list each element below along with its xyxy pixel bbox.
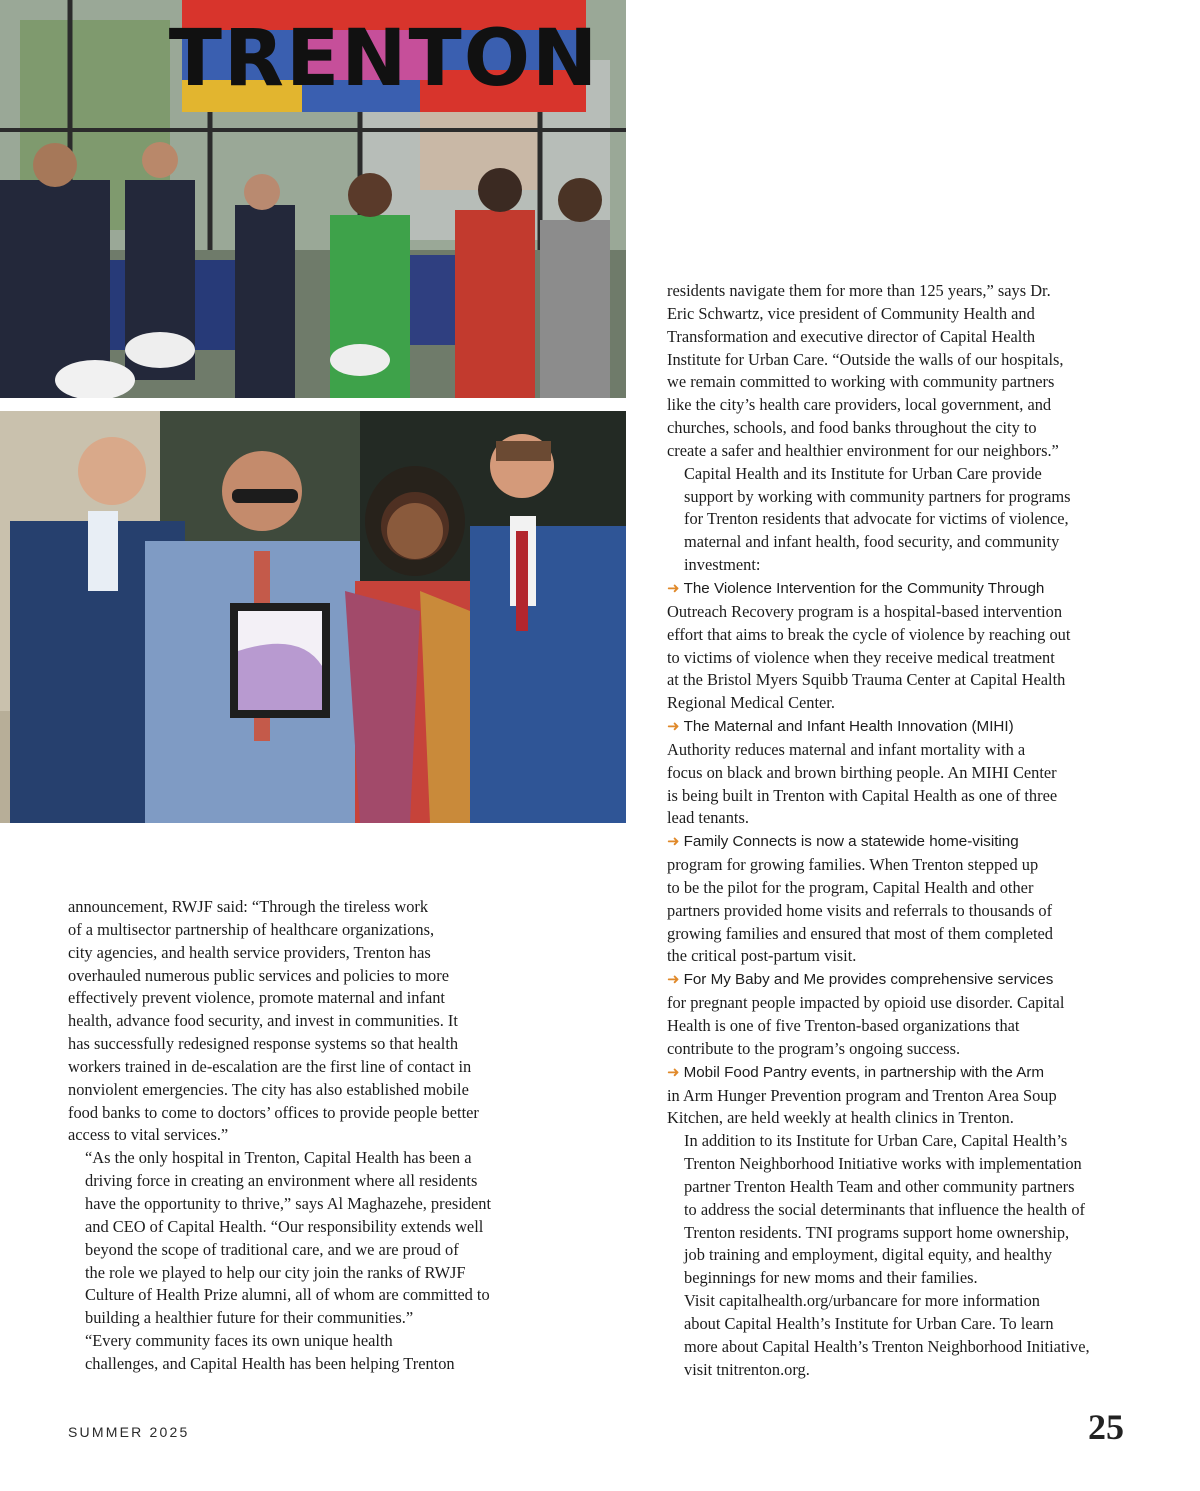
text-line: Eric Schwartz, vice president of Community Health and (667, 303, 1035, 323)
text-line: workers trained in de-escalation are the first line of contact in (68, 1056, 472, 1076)
program-bullet (667, 830, 1129, 968)
text-line: of a multisector partnership of healthcare organizations, (68, 919, 435, 939)
text-line: city agencies, and health service providers, Trenton has (68, 942, 431, 962)
text-line: overhauled numerous public services and policies to more (68, 965, 449, 985)
text-line: “Every community faces its own unique health (85, 1331, 393, 1351)
text-line: the role we played to help our city join the ranks of RWJF (85, 1262, 466, 1282)
text-line: In addition to its Institute for Urban Care, Capital Health’s (684, 1131, 1068, 1151)
text-line: visit tnitrenton.org. (684, 1359, 810, 1379)
text-line: support by working with community partners for programs (684, 486, 1071, 506)
text-line: challenges, and Capital Health has been helping Trenton (85, 1353, 455, 1373)
text-line: to address the social determinants that influence the health of (684, 1199, 1085, 1219)
text-line: Authority reduces maternal and infant mortality with a (667, 739, 1026, 759)
text-line: partners provided home visits and referrals to thousands of (667, 900, 1053, 920)
text-line: we remain committed to working with community partners (667, 372, 1055, 392)
text-line: has successfully redesigned response systems so that health (68, 1034, 459, 1054)
text-line: Kitchen, are held weekly at health clinics in Trenton. (667, 1108, 1014, 1128)
text-line: “As the only hospital in Trenton, Capital Health has been a (85, 1148, 472, 1168)
bullet-first-line (667, 1061, 1129, 1085)
text-line: in Arm Hunger Prevention program and Trenton Area Soup (667, 1085, 1057, 1105)
bullet-first-line (667, 577, 1129, 601)
text-line: to be the pilot for the program, Capital Health and other (667, 877, 1034, 897)
left-article-column (68, 896, 532, 1376)
program-bullet (667, 968, 1129, 1060)
award-group-photo (0, 411, 626, 823)
bullet-first-line (667, 715, 1129, 739)
article-paragraph (667, 1130, 1129, 1290)
arrow-right-icon: ➜ (667, 578, 680, 597)
issue-label: SUMMER 2025 (68, 1424, 190, 1440)
text-line: focus on black and brown birthing people. An MIHI Center (667, 762, 1057, 782)
text-line: investment: (684, 555, 761, 575)
text-line: residents navigate them for more than 125 years,” says Dr. (667, 281, 1051, 300)
bullet-lead-text: The Maternal and Infant Health Innovation (MIHI) (683, 718, 1014, 736)
text-line: create a safer and healthier environment for our neighbors.” (667, 440, 1059, 460)
text-line: beyond the scope of traditional care, and we are proud of (85, 1239, 459, 1259)
text-line: driving force in creating an environment where all residents (85, 1171, 478, 1191)
text-line: Health is one of five Trenton-based organizations that (667, 1016, 1020, 1035)
text-line: for pregnant people impacted by opioid use disorder. Capital (667, 993, 1065, 1013)
text-line: nonviolent emergencies. The city has also established mobile (68, 1079, 469, 1099)
bullet-lead-text: Mobil Food Pantry events, in partnership with the Arm (683, 1063, 1045, 1081)
text-line: Outreach Recovery program is a hospital-based intervention (667, 601, 1063, 621)
article-paragraph (68, 1330, 532, 1376)
arrow-right-icon: ➜ (667, 832, 680, 851)
page-number: 25 (1088, 1407, 1124, 1447)
text-line: access to vital services.” (68, 1125, 229, 1145)
text-line: have the opportunity to thrive,” says Al Maghazehe, president (85, 1193, 492, 1213)
bullet-lead-text: Family Connects is now a statewide home-visiting (683, 833, 1019, 851)
program-bullet (667, 577, 1129, 715)
text-line: to victims of violence when they receive medical treatment (667, 647, 1055, 667)
text-line: Regional Medical Center. (667, 693, 835, 713)
text-line: beginnings for new moms and their families. (684, 1268, 978, 1288)
arrow-right-icon: ➜ (667, 970, 680, 989)
text-line: Culture of Health Prize alumni, all of whom are committed to (85, 1285, 490, 1305)
article-paragraph (667, 280, 1129, 463)
text-line: partner Trenton Health Team and other community partners (684, 1176, 1075, 1196)
arrow-right-icon: ➜ (667, 717, 680, 736)
text-line: for Trenton residents that advocate for victims of violence, (684, 509, 1069, 529)
text-line: is being built in Trenton with Capital Health as one of three (667, 785, 1058, 805)
text-line: food banks to come to doctors’ offices to provide people better (68, 1102, 479, 1122)
bullet-lead-text: For My Baby and Me provides comprehensive services (683, 971, 1054, 989)
text-line: like the city’s health care providers, local government, and (667, 395, 1052, 415)
text-line: the critical post-partum visit. (667, 946, 857, 966)
text-line: contribute to the program’s ongoing success. (667, 1038, 961, 1058)
text-line: building a healthier future for their communities.” (85, 1308, 414, 1328)
text-line: Transformation and executive director of Capital Health (667, 326, 1036, 346)
text-line: and CEO of Capital Health. “Our responsibility extends well (85, 1216, 484, 1236)
text-line: growing families and ensured that most of them completed (667, 923, 1053, 943)
text-line: effectively prevent violence, promote maternal and infant (68, 988, 445, 1008)
text-line: announcement, RWJF said: “Through the tireless work (68, 897, 429, 916)
bullet-lead-text: The Violence Intervention for the Community Through (683, 579, 1045, 597)
text-line: churches, schools, and food banks throughout the city to (667, 418, 1037, 438)
text-line: job training and employment, digital equity, and healthy (684, 1245, 1053, 1265)
bullet-first-line (667, 968, 1129, 992)
text-line: health, advance food security, and invest in communities. It (68, 1011, 458, 1031)
text-line: Trenton residents. TNI programs support home ownership, (684, 1222, 1070, 1242)
article-paragraph (68, 1147, 532, 1330)
text-line: program for growing families. When Trenton stepped up (667, 855, 1039, 875)
article-paragraph (667, 463, 1129, 577)
text-line: at the Bristol Myers Squibb Trauma Center at Capital Health (667, 670, 1066, 690)
text-line: about Capital Health’s Institute for Urban Care. To learn (684, 1313, 1054, 1333)
text-line: lead tenants. (667, 808, 749, 828)
text-line: maternal and infant health, food security, and community (684, 532, 1060, 552)
arrow-right-icon: ➜ (667, 1062, 680, 1081)
text-line: Institute for Urban Care. “Outside the walls of our hospitals, (667, 349, 1064, 369)
text-line: more about Capital Health’s Trenton Neighborhood Initiative, (684, 1336, 1090, 1356)
text-line: Visit capitalhealth.org/urbancare for more information (684, 1291, 1040, 1311)
svg-text:TRENTON: TRENTON (168, 14, 600, 104)
right-article-column (667, 280, 1129, 1382)
program-bullet (667, 1061, 1129, 1131)
article-paragraph (68, 896, 532, 1147)
text-line: Capital Health and its Institute for Urban Care provide (684, 463, 1042, 483)
event-reception-photo (0, 0, 626, 398)
text-line: effort that aims to break the cycle of violence by reaching out (667, 624, 1071, 644)
text-line: Trenton Neighborhood Initiative works with implementation (684, 1154, 1082, 1174)
bullet-first-line (667, 830, 1129, 854)
article-paragraph (667, 1290, 1129, 1381)
program-bullet (667, 715, 1129, 830)
